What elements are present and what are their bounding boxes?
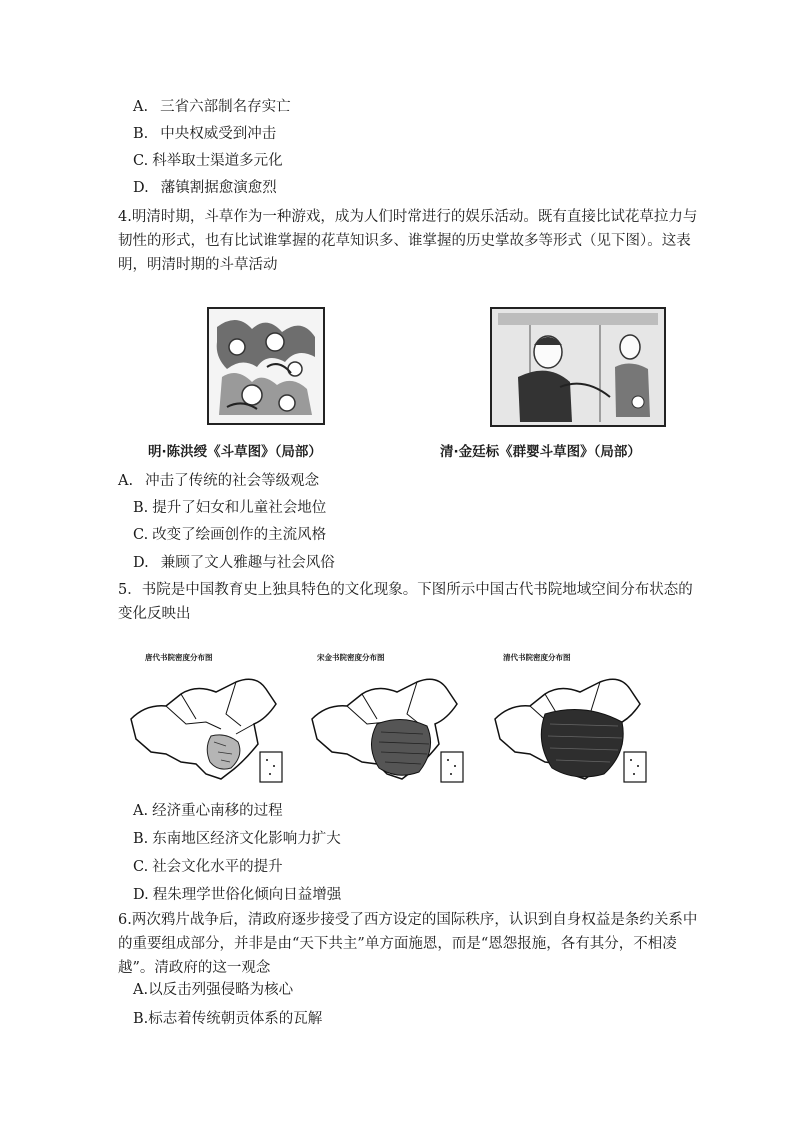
option-letter: B. [133, 500, 149, 516]
option-text: 标志着传统朝贡体系的瓦解 [148, 1011, 323, 1027]
q4-stem-line: 4.明清时期，斗草作为一种游戏，成为人们时常进行的娱乐活动。既有直接比试花草拉力与 [118, 209, 698, 225]
q5-option-a[interactable] [133, 801, 283, 821]
q4-option-c[interactable] [133, 525, 326, 545]
q4-option-d[interactable] [133, 553, 335, 573]
q6-option-a[interactable] [133, 980, 293, 1000]
q6-option-b[interactable] [133, 1009, 322, 1029]
option-text: 藩镇割据愈演愈烈 [160, 180, 277, 196]
option-letter: B. [133, 831, 149, 847]
q4-stem-line: 明，明清时期的斗草活动 [118, 257, 278, 273]
q6-stem-line: 的重要组成部分，并非是由“天下共主”单方面施恩，而是“恩怨报施，各有其分，不相凌 [118, 936, 677, 952]
option-letter: A. [118, 473, 134, 489]
q5-stem-line: 5．书院是中国教育史上独具特色的文化现象。下图所示中国古代书院地域空间分布状态的 [118, 582, 693, 598]
option-text: 经济重心南移的过程 [152, 803, 283, 819]
option-text: 程朱理学世俗化倾向日益增强 [152, 887, 342, 903]
option-text: 改变了绘画创作的主流风格 [152, 527, 327, 543]
q5-stem [118, 578, 693, 626]
q3-option-b[interactable] [133, 124, 276, 144]
option-text: 三省六部制名存实亡 [160, 99, 291, 115]
option-letter: D. [133, 887, 149, 903]
option-text: 科举取士渠道多元化 [152, 153, 283, 169]
q4-option-a[interactable] [118, 471, 319, 491]
option-text: 以反击列强侵略为核心 [148, 982, 294, 998]
q4-figure-caption: 明·陈洪绶《斗草图》（局部） [148, 444, 322, 460]
q4-option-b[interactable] [133, 498, 326, 518]
map-label: 唐代书院密度分布图 [145, 653, 213, 662]
q4-painting-jin-tingbiao [490, 307, 666, 427]
q5-option-d[interactable] [133, 885, 341, 905]
q4-figure-caption: 清·金廷标《群婴斗草图》（局部） [440, 444, 641, 460]
option-letter: A. [133, 803, 149, 819]
map-tang-academy-density [126, 664, 296, 792]
q4-stem-line: 韧性的形式，也有比试谁掌握的花草知识多、谁掌握的历史掌故多等形式（见下图）。这表 [118, 233, 691, 249]
map-label: 宋金书院密度分布图 [317, 653, 385, 662]
option-letter: C. [133, 153, 149, 169]
map-qing-academy-density [490, 664, 660, 792]
option-text: 提升了妇女和儿童社会地位 [152, 500, 327, 516]
option-letter: D. [133, 180, 149, 196]
option-text: 兼顾了文人雅趣与社会风俗 [160, 555, 335, 571]
option-letter: C. [133, 859, 149, 875]
q6-stem-line: 6.两次鸦片战争后，清政府逐步接受了西方设定的国际秩序，认识到自身权益是条约关系中 [118, 912, 698, 928]
map-song-jin-academy-density [307, 664, 477, 792]
q5-stem-line: 变化反映出 [118, 606, 191, 622]
option-letter: D. [133, 555, 149, 571]
option-text: 冲击了传统的社会等级观念 [145, 473, 320, 489]
q3-option-a[interactable] [133, 97, 291, 117]
q6-stem-line: 越”。清政府的这一观念 [118, 960, 271, 976]
option-text: 中央权威受到冲击 [160, 126, 277, 142]
option-letter: A. [133, 99, 149, 115]
option-text: 东南地区经济文化影响力扩大 [152, 831, 341, 847]
q3-option-c[interactable] [133, 151, 283, 171]
option-text: 社会文化水平的提升 [152, 859, 283, 875]
q4-painting-chen-hongshou [207, 307, 325, 425]
map-label: 清代书院密度分布图 [503, 653, 571, 662]
option-letter: A. [133, 982, 149, 998]
option-letter: B. [133, 1011, 149, 1027]
q5-option-b[interactable] [133, 829, 341, 849]
option-letter: B. [133, 126, 149, 142]
option-letter: C. [133, 527, 149, 543]
q4-stem [118, 205, 698, 277]
q6-stem [118, 908, 698, 980]
q3-option-d[interactable] [133, 178, 277, 198]
q5-option-c[interactable] [133, 857, 283, 877]
